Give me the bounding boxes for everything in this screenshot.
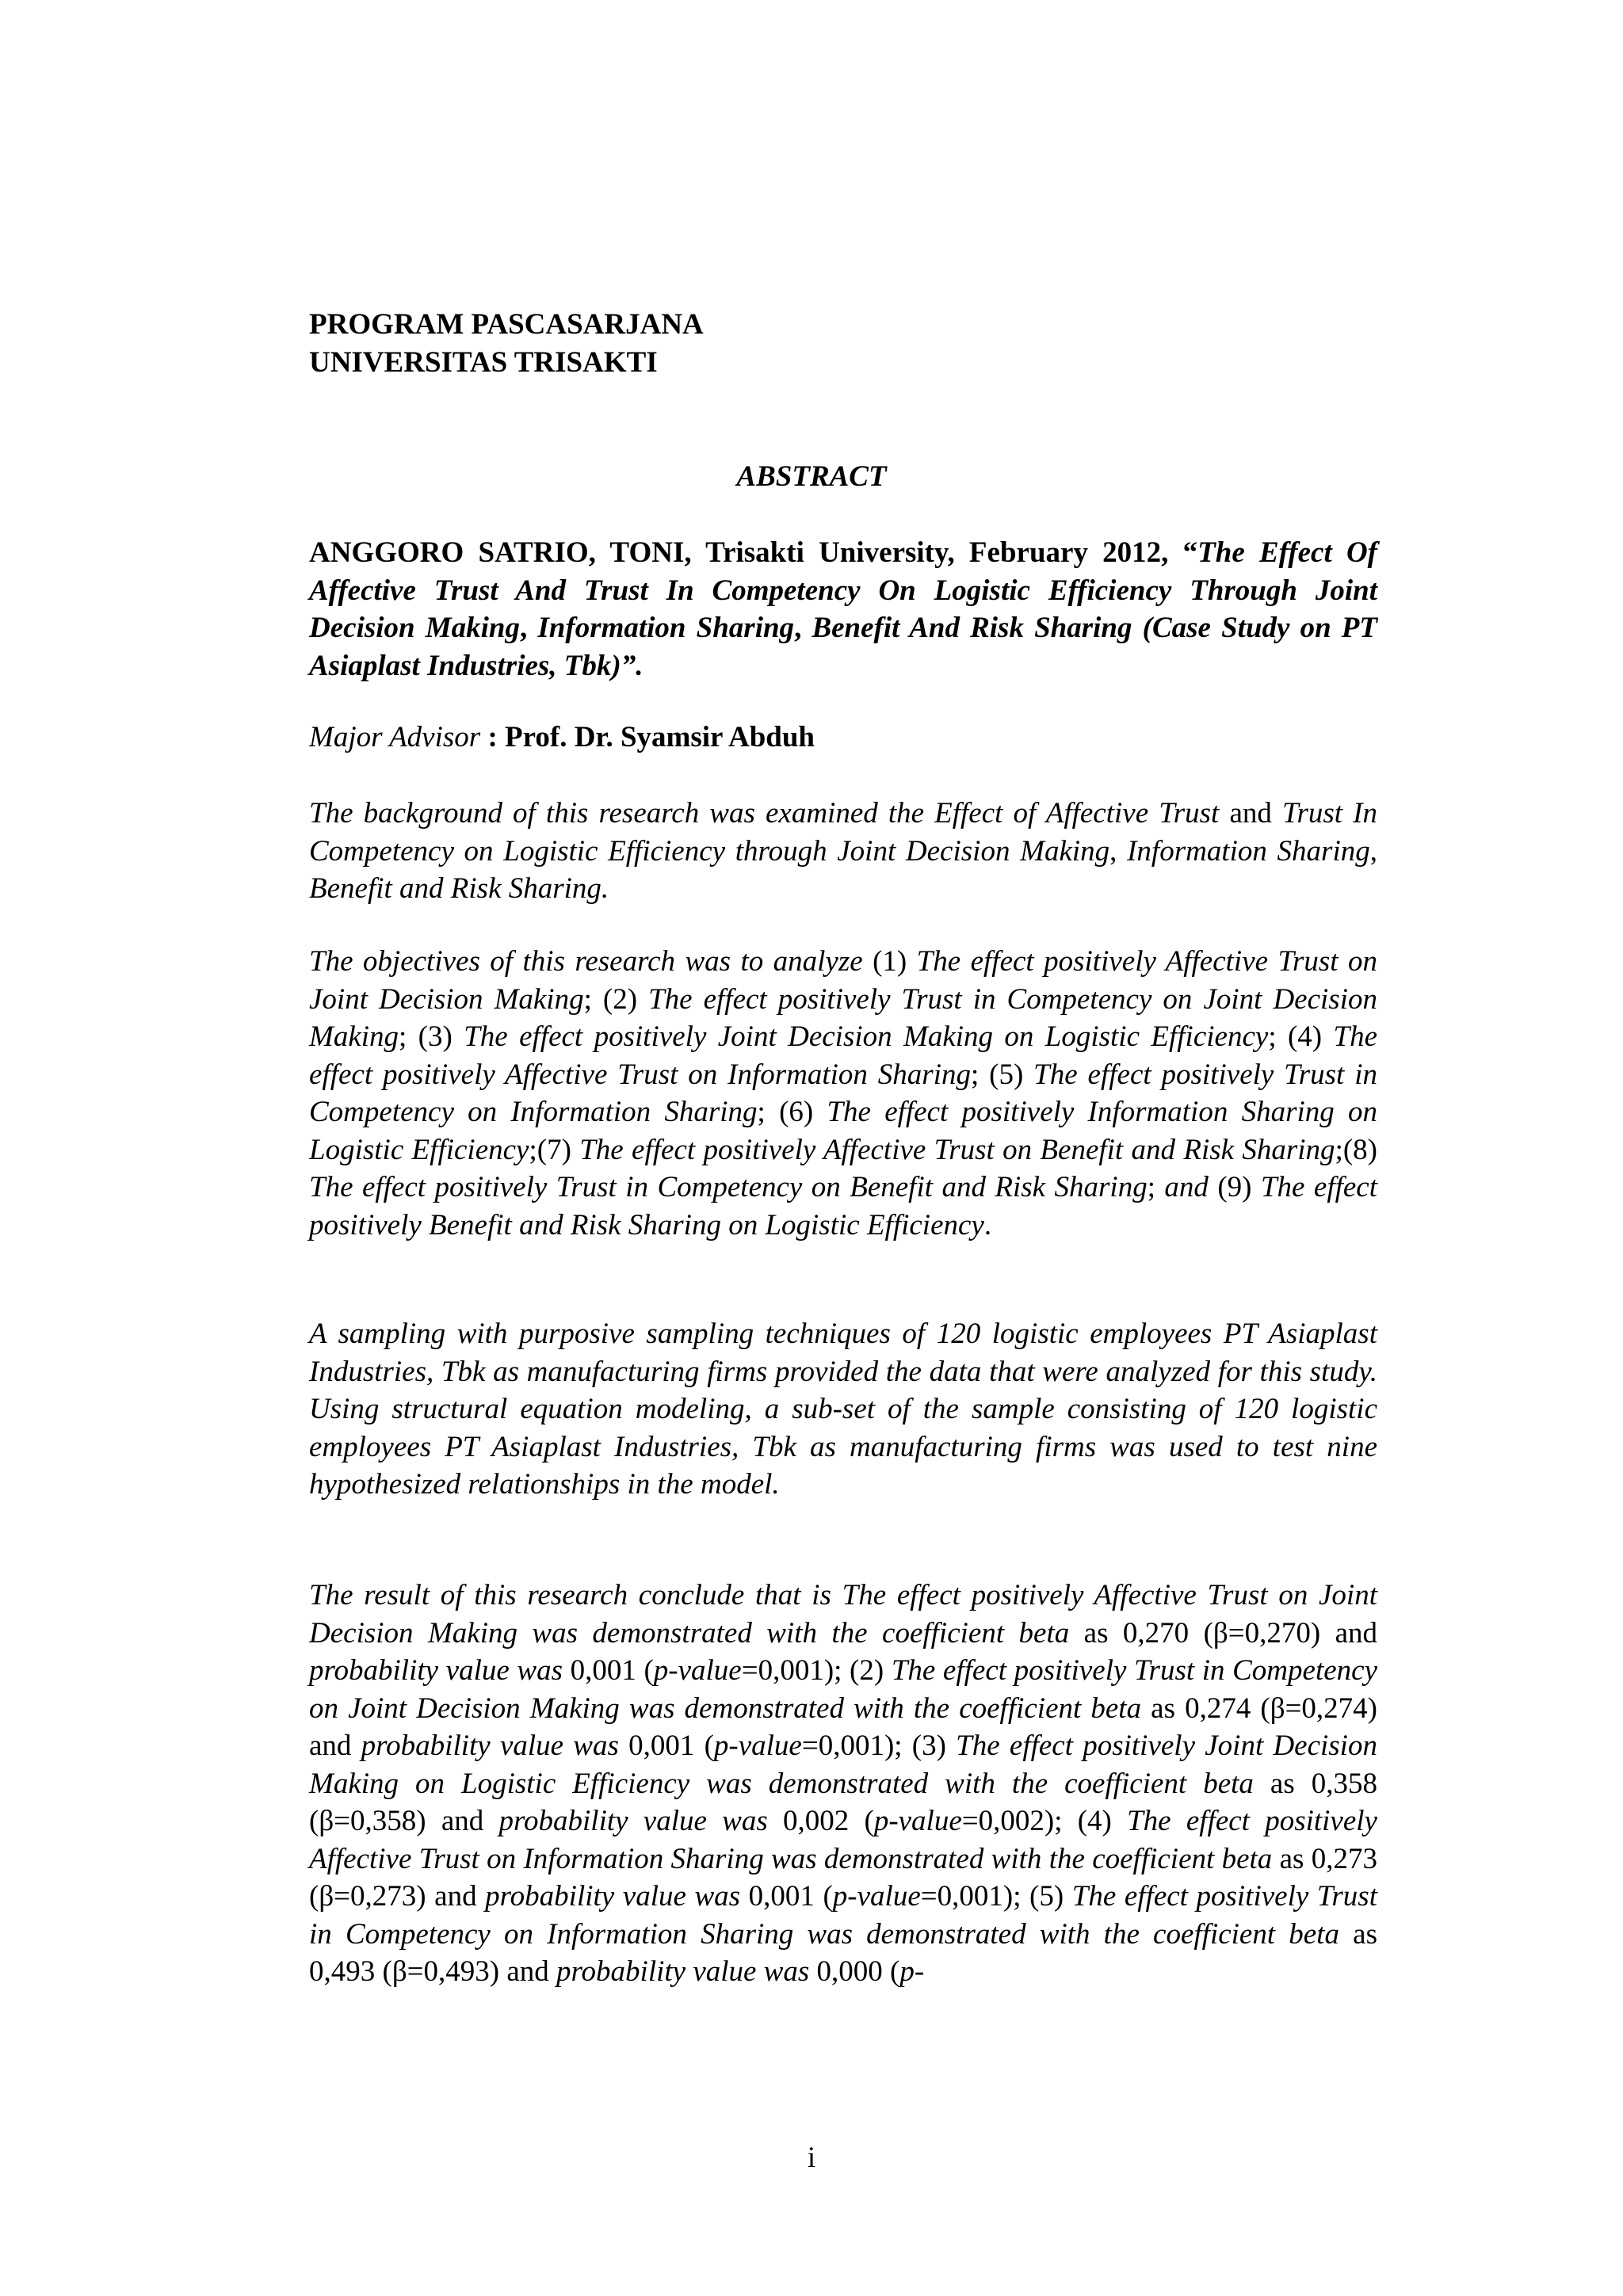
p-value-label: p-value: [873, 1805, 962, 1837]
objective-number: ; (6): [757, 1096, 827, 1128]
citation-title-c: Benefit And Risk Sharing (Case Study on PT Asiaplast Industries, Tbk)”.: [309, 612, 1378, 682]
objective-item: The effect positively Affective Trust on Joint Decision Making: [309, 945, 1377, 1016]
objective-end: .: [983, 1208, 992, 1241]
institution-header: [309, 306, 1377, 382]
objective-item: The effect positively Trust in Competency on Benefit and Risk Sharing: [309, 1171, 1148, 1203]
objectives-intro: The objectives of this research was to analyze: [309, 945, 863, 978]
probability-label: probability value was: [498, 1805, 768, 1837]
header-program: PROGRAM PASCASARJANA: [309, 308, 704, 341]
objective-number: ; (5): [970, 1058, 1034, 1091]
paragraph-result: [309, 1577, 1377, 1991]
paragraph-objectives: [309, 943, 1377, 1244]
advisor-name: Prof. Dr. Syamsir Abduh: [505, 721, 815, 753]
p-value-label: p-value: [713, 1730, 802, 1762]
result-value: =0,001); (3): [801, 1730, 957, 1762]
citation-authors: ANGGORO SATRIO, TONI, Trisakti University, February 2012, “: [309, 536, 1198, 569]
objective-number: (1): [862, 945, 917, 978]
paragraph-background: [309, 795, 1377, 908]
paragraph-sampling: [309, 1315, 1377, 1504]
result-value: as 0,273 (β=0,273) and: [309, 1842, 1378, 1913]
probability-label: probability value was: [485, 1880, 741, 1913]
objective-number: (9): [1208, 1171, 1261, 1203]
background-text: Trust In Competency on Logistic Efficiency through Joint Decision Making: [309, 797, 1377, 868]
probability-label: probability value was: [556, 1955, 810, 1988]
background-text: ,: [1109, 834, 1128, 868]
objective-number: ;(7): [529, 1133, 580, 1166]
result-value: 0,001 (: [740, 1880, 833, 1913]
result-value: 0,000 (: [809, 1955, 900, 1988]
objective-item: The effect positively Joint Decision Making on Logistic Efficiency: [464, 1020, 1269, 1053]
objective-item: The effect positively Benefit and Risk Sharing on Logistic Efficiency: [309, 1171, 1377, 1241]
advisor-sep: :: [480, 721, 506, 753]
objective-item: The effect positively Affective Trust on Benefit and Risk Sharing: [579, 1133, 1335, 1166]
sampling-text: A sampling with purposive sampling techniques of 120 logistic employees PT Asiaplast Industries, Tbk as manufacturing firms provided the data that were analyzed for this study. Using structural equation modeling, a sub-set of the sample consisting of 120 logistic employees PT Asiaplast Industries, Tbk as manufacturing firms was used to test nine hypothesized relationships in the model.: [309, 1318, 1377, 1501]
objective-number: ;(8): [1335, 1133, 1377, 1166]
background-text: Information Sharing: [1127, 834, 1370, 868]
p-value-label: p-value: [832, 1880, 921, 1913]
result-value: as 0,493 (β=0,493) and: [309, 1917, 1377, 1988]
background-text: ,: [1369, 834, 1377, 868]
objective-number: ; (4): [1268, 1020, 1334, 1053]
citation-sep: ,: [520, 612, 538, 644]
result-value: 0,002 (: [767, 1805, 874, 1837]
advisor-line: [309, 719, 1377, 757]
result-item: The result of this research conclude that is The effect positively Affective Trust on Joint Decision Making was demonstrated with the coefficient beta: [309, 1579, 1377, 1650]
objective-and: and: [1164, 1171, 1209, 1203]
page-number: i: [807, 2142, 816, 2174]
probability-label: probability value was: [361, 1730, 619, 1762]
background-text: and: [1219, 797, 1282, 830]
result-value: 0,001 (: [618, 1730, 714, 1762]
header-university: UNIVERSITAS TRISAKTI: [309, 346, 658, 379]
background-text: The background of this research was examined the Effect of Affective Trust: [309, 797, 1220, 830]
result-item: The effect positively Joint Decision Making on Logistic Efficiency was demonstrated with the coefficient beta: [309, 1730, 1377, 1800]
result-value: =0,001); (5): [920, 1880, 1072, 1913]
p-value-label: p-: [899, 1955, 925, 1988]
citation: [309, 534, 1377, 685]
objective-number: ; (2): [583, 982, 649, 1016]
advisor-label: Major Advisor: [309, 721, 481, 753]
abstract-title: ABSTRACT: [736, 460, 887, 493]
p-value-label: p-value: [653, 1654, 742, 1687]
result-value: 0,001 (: [562, 1654, 654, 1687]
result-value: as 0,274 (β=0,274) and: [309, 1691, 1378, 1762]
result-value: =0,002); (4): [961, 1805, 1128, 1837]
objective-item: The effect positively Trust in Competency on Information Sharing: [309, 1058, 1377, 1128]
objective-item: The effect positively Trust in Competency on Joint Decision Making: [309, 982, 1377, 1053]
background-text: Benefit and Risk Sharing.: [309, 872, 609, 905]
result-item: The effect positively Affective Trust on Information Sharing was demonstrated with the coefficient beta: [309, 1805, 1377, 1875]
objective-number: ; (3): [399, 1020, 464, 1053]
result-value: =0,001); (2): [741, 1654, 892, 1687]
citation-sep: ,: [794, 612, 812, 644]
citation-title: The Effect Of Affective Trust And Trust In Competency On Logistic Efficiency Through Joint Decision Making: [309, 536, 1377, 644]
objective-item: The effect positively Information Sharing on Logistic Efficiency: [309, 1096, 1377, 1166]
objective-item: The effect positively Affective Trust on Information Sharing: [309, 1020, 1377, 1091]
result-item: The effect positively Trust in Competency on Joint Decision Making was demonstrated with the coefficient beta: [309, 1654, 1377, 1725]
result-value: as 0,358 (β=0,358) and: [309, 1767, 1377, 1837]
objective-number: ;: [1147, 1171, 1165, 1203]
result-item: The effect positively Trust in Competency on Information Sharing was demonstrated with the coefficient beta: [309, 1880, 1377, 1951]
result-value: as 0,270 (β=0,270) and: [1069, 1616, 1377, 1650]
citation-title-b: Information Sharing: [537, 612, 795, 644]
probability-label: probability value was: [309, 1654, 563, 1687]
